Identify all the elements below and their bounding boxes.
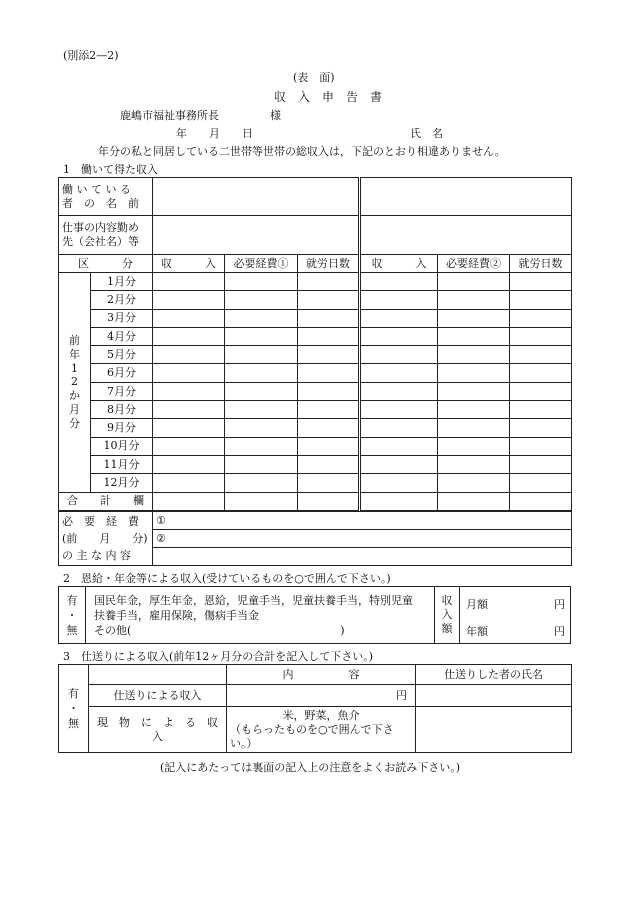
month-entry-cell[interactable]	[153, 382, 225, 400]
name-label: 氏 名	[410, 127, 443, 140]
month-label: 1月分	[91, 273, 153, 291]
total-cell[interactable]	[298, 492, 360, 510]
month-entry-cell[interactable]	[438, 291, 510, 309]
month-entry-cell[interactable]	[510, 474, 572, 492]
month-entry-cell[interactable]	[153, 401, 225, 419]
month-entry-cell[interactable]	[298, 455, 360, 473]
month-entry-cell[interactable]	[510, 364, 572, 382]
worker-name-cell-2[interactable]	[360, 178, 572, 216]
month-entry-cell[interactable]	[438, 327, 510, 345]
month-entry-cell[interactable]	[360, 437, 438, 455]
month-entry-cell[interactable]	[298, 437, 360, 455]
month-entry-cell[interactable]	[360, 309, 438, 327]
remittance-label: 仕送りによる収入	[89, 685, 227, 707]
income-amount-label: 収 入 額	[434, 587, 460, 643]
month-entry-cell[interactable]	[360, 455, 438, 473]
date-line: 年 月 日	[176, 127, 253, 140]
month-entry-cell[interactable]	[298, 419, 360, 437]
pension-umu[interactable]: 有 ・ 無	[59, 587, 86, 643]
month-entry-cell[interactable]	[438, 364, 510, 382]
month-entry-cell[interactable]	[360, 364, 438, 382]
remittance-table	[58, 664, 572, 753]
honorific: 様	[270, 109, 281, 122]
pension-box	[58, 586, 571, 644]
inkind-label: 現 物 に よ る 収 入	[89, 707, 227, 753]
month-entry-cell[interactable]	[225, 437, 298, 455]
month-entry-cell[interactable]	[153, 309, 225, 327]
month-entry-cell[interactable]	[298, 401, 360, 419]
month-entry-cell[interactable]	[510, 455, 572, 473]
job-cell-1[interactable]	[153, 216, 360, 255]
month-entry-cell[interactable]	[360, 474, 438, 492]
month-entry-cell[interactable]	[153, 474, 225, 492]
total-cell[interactable]	[438, 492, 510, 510]
circled-one-mark: ①	[156, 513, 166, 527]
month-entry-cell[interactable]	[225, 273, 298, 291]
col-kubun: 区 分	[59, 255, 153, 273]
total-cell[interactable]	[153, 492, 225, 510]
expense-details-label: 必 要 経 費 (前 月 分) の 主 な 内 容	[59, 512, 153, 566]
month-entry-cell[interactable]	[153, 346, 225, 364]
addressee: 鹿嶋市福祉事務所長	[120, 109, 219, 122]
month-entry-cell[interactable]	[298, 273, 360, 291]
month-entry-cell[interactable]	[225, 382, 298, 400]
remittance-amount[interactable]	[227, 685, 416, 707]
month-entry-cell[interactable]	[438, 346, 510, 364]
month-entry-cell[interactable]	[510, 346, 572, 364]
col-income-1: 収 入	[153, 255, 225, 273]
month-entry-cell[interactable]	[438, 382, 510, 400]
yearly-amount-label: 年額	[466, 625, 488, 638]
month-entry-cell[interactable]	[360, 419, 438, 437]
month-entry-cell[interactable]	[438, 419, 510, 437]
month-label: 10月分	[91, 437, 153, 455]
month-entry-cell[interactable]	[360, 346, 438, 364]
month-entry-cell[interactable]	[360, 291, 438, 309]
month-entry-cell[interactable]	[438, 309, 510, 327]
month-entry-cell[interactable]	[438, 401, 510, 419]
month-entry-cell[interactable]	[298, 346, 360, 364]
expense-detail-2[interactable]	[153, 530, 572, 548]
month-label: 11月分	[91, 455, 153, 473]
month-entry-cell[interactable]	[298, 364, 360, 382]
pension-types[interactable]: 国民年金，厚生年金，恩給，児童手当，児童扶養手当，特別児童 扶養手当，雇用保険，傷病手当金 その他( )	[94, 594, 413, 637]
month-entry-cell[interactable]	[438, 437, 510, 455]
month-entry-cell[interactable]	[360, 382, 438, 400]
circled-two-mark: ②	[156, 531, 166, 545]
footer-note: (記入にあたっては裏面の記入上の注意をよくお読み下さい。)	[160, 761, 461, 774]
month-label: 3月分	[91, 309, 153, 327]
form-reference: (別添2—2)	[63, 49, 119, 62]
month-entry-cell[interactable]	[510, 382, 572, 400]
month-entry-cell[interactable]	[510, 327, 572, 345]
month-entry-cell[interactable]	[438, 273, 510, 291]
total-cell[interactable]	[510, 492, 572, 510]
section2-heading: 2 恩給・年金等による収入(受けているものを○で囲んで下さい。)	[63, 572, 391, 585]
month-entry-cell[interactable]	[153, 327, 225, 345]
remittance-yen: 円	[396, 688, 407, 702]
month-entry-cell[interactable]	[360, 401, 438, 419]
total-cell[interactable]	[225, 492, 298, 510]
col-expense-2: 必要経費②	[438, 255, 510, 273]
col-income-2: 収 入	[360, 255, 438, 273]
month-entry-cell[interactable]	[225, 309, 298, 327]
expense-detail-1[interactable]	[153, 512, 572, 530]
month-label: 4月分	[91, 327, 153, 345]
month-label: 9月分	[91, 419, 153, 437]
month-entry-cell[interactable]	[153, 364, 225, 382]
total-cell[interactable]	[360, 492, 438, 510]
month-entry-cell[interactable]	[360, 273, 438, 291]
month-entry-cell[interactable]	[153, 419, 225, 437]
remittance-umu[interactable]: 有 ・ 無	[59, 665, 89, 753]
month-label: 2月分	[91, 291, 153, 309]
period-label: 前 年 1 2 か 月 分	[59, 273, 91, 493]
monthly-yen: 円	[554, 598, 565, 611]
month-entry-cell[interactable]	[153, 273, 225, 291]
remittance-empty-header	[89, 665, 227, 685]
month-entry-cell[interactable]	[225, 474, 298, 492]
col-days-1: 就労日数	[298, 255, 360, 273]
month-label: 8月分	[91, 401, 153, 419]
yearly-yen: 円	[554, 625, 565, 638]
earned-income-table	[58, 177, 572, 511]
month-entry-cell[interactable]	[360, 327, 438, 345]
month-entry-cell[interactable]	[510, 273, 572, 291]
month-label: 12月分	[91, 474, 153, 492]
declaration-text: 年分の私と同居している二世帯等世帯の総収入は，下記のとおり相違ありません。	[98, 145, 506, 158]
section3-heading: 3 仕送りによる収入(前年12ヶ月分の合計を記入して下さい。)	[63, 650, 374, 663]
month-entry-cell[interactable]	[438, 474, 510, 492]
monthly-amount-label: 月額	[466, 598, 488, 611]
expense-detail-3[interactable]	[153, 548, 572, 566]
col-expense-1: 必要経費①	[225, 255, 298, 273]
month-entry-cell[interactable]	[225, 291, 298, 309]
month-label: 6月分	[91, 364, 153, 382]
job-label: 仕事の内容勤め 先（会社名）等	[59, 216, 153, 255]
month-label: 7月分	[91, 382, 153, 400]
month-entry-cell[interactable]	[510, 401, 572, 419]
month-entry-cell[interactable]	[510, 437, 572, 455]
total-label: 合 計 欄	[59, 492, 153, 510]
month-entry-cell[interactable]	[510, 419, 572, 437]
col-sender: 仕送りした者の氏名	[416, 665, 572, 685]
month-entry-cell[interactable]	[298, 474, 360, 492]
month-entry-cell[interactable]	[438, 455, 510, 473]
month-entry-cell[interactable]	[225, 327, 298, 345]
side-label: (表 面)	[293, 71, 335, 84]
col-content: 内 容	[227, 665, 416, 685]
month-entry-cell[interactable]	[225, 419, 298, 437]
month-entry-cell[interactable]	[153, 455, 225, 473]
month-entry-cell[interactable]	[298, 382, 360, 400]
month-entry-cell[interactable]	[225, 455, 298, 473]
month-entry-cell[interactable]	[153, 437, 225, 455]
inkind-sender[interactable]	[416, 707, 572, 753]
month-entry-cell[interactable]	[225, 364, 298, 382]
worker-name-label: 働 い て い る 者 の 名 前	[59, 178, 153, 216]
inkind-content[interactable]: 米，野菜，魚介 （もらったものを○で囲んで下さ い。）	[227, 707, 416, 753]
job-cell-2[interactable]	[360, 216, 572, 255]
month-entry-cell[interactable]	[298, 291, 360, 309]
month-entry-cell[interactable]	[510, 291, 572, 309]
month-label: 5月分	[91, 346, 153, 364]
month-entry-cell[interactable]	[510, 309, 572, 327]
form-title: 収 入 申 告 書	[274, 90, 383, 104]
col-days-2: 就労日数	[510, 255, 572, 273]
section1-heading: 1 働いて得た収入	[63, 163, 158, 176]
expense-details-table	[58, 511, 572, 566]
month-entry-cell[interactable]	[298, 327, 360, 345]
month-entry-cell[interactable]	[225, 401, 298, 419]
remittance-sender[interactable]	[416, 685, 572, 707]
worker-name-cell-1[interactable]	[153, 178, 360, 216]
month-entry-cell[interactable]	[298, 309, 360, 327]
month-entry-cell[interactable]	[225, 346, 298, 364]
month-entry-cell[interactable]	[153, 291, 225, 309]
